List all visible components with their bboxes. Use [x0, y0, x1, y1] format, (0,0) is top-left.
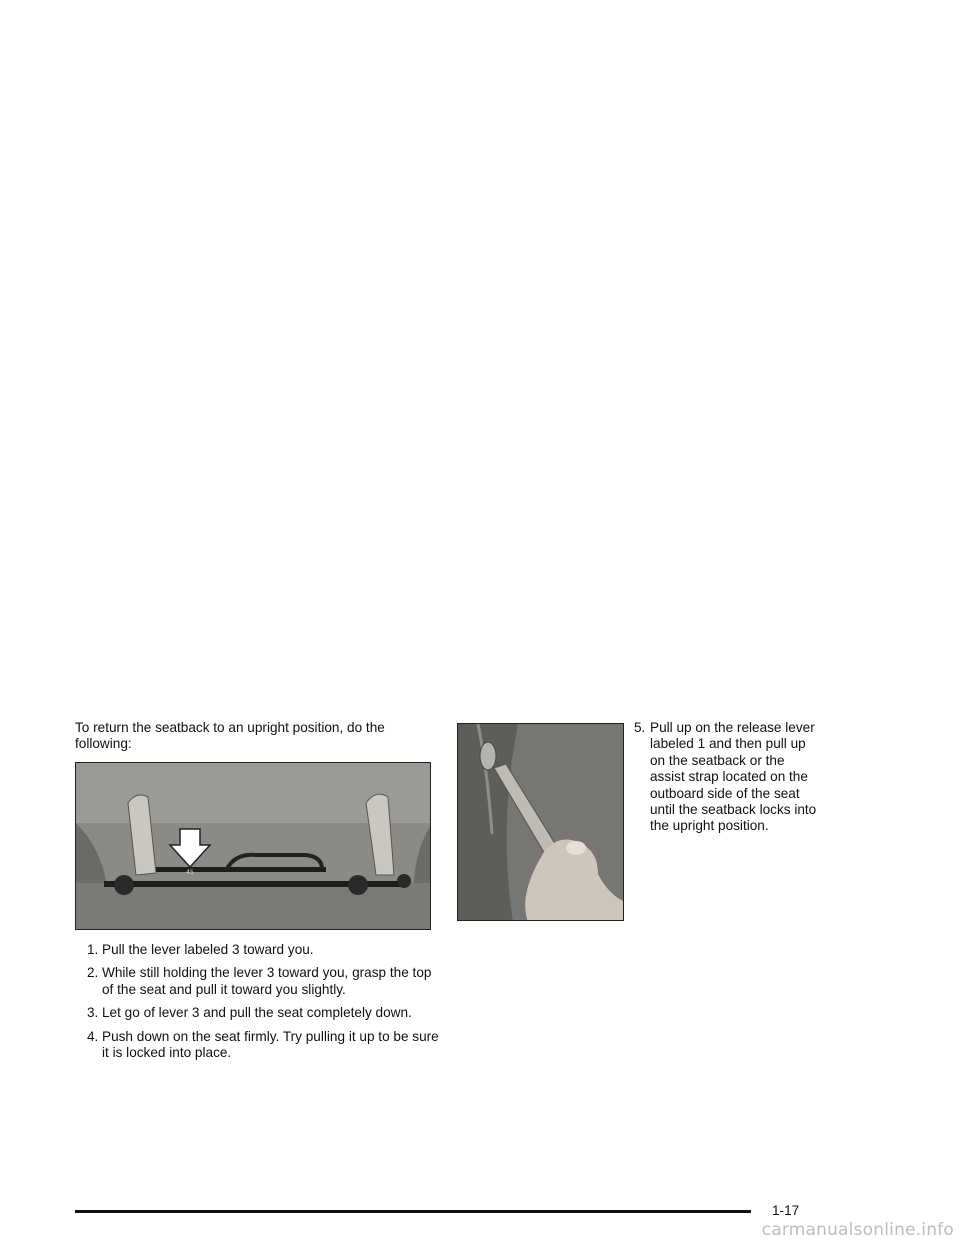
step-item: 4. Push down on the seat firmly. Try pulling it up to be sure it is locked into place. — [87, 1028, 439, 1061]
footer-rule — [75, 1210, 751, 1213]
step-item: 1. Pull the lever labeled 3 toward you. — [87, 942, 314, 957]
seat-lever-figure — [75, 762, 431, 930]
step-5: 5. Pull up on the release lever labeled 1 and then pull up on the seatback or the assist strap located on the outboard side of the seat until the seatback locks into the upright position. — [634, 720, 817, 834]
step-item: 3. Let go of lever 3 and pull the seat completely down. — [87, 1005, 412, 1021]
watermark-text: carmanualsonline.info — [761, 1220, 954, 1240]
step-item: 2. While still holding the lever 3 toward you, grasp the top of the seat and pull it toward you slightly. — [87, 965, 432, 997]
lever-label: 45 — [186, 869, 194, 876]
intro-paragraph: To return the seatback to an upright position, do the following: — [75, 720, 385, 752]
page-number: 1-17 — [772, 1203, 800, 1218]
steps-list — [75, 942, 445, 1068]
assist-strap-figure — [457, 723, 624, 921]
